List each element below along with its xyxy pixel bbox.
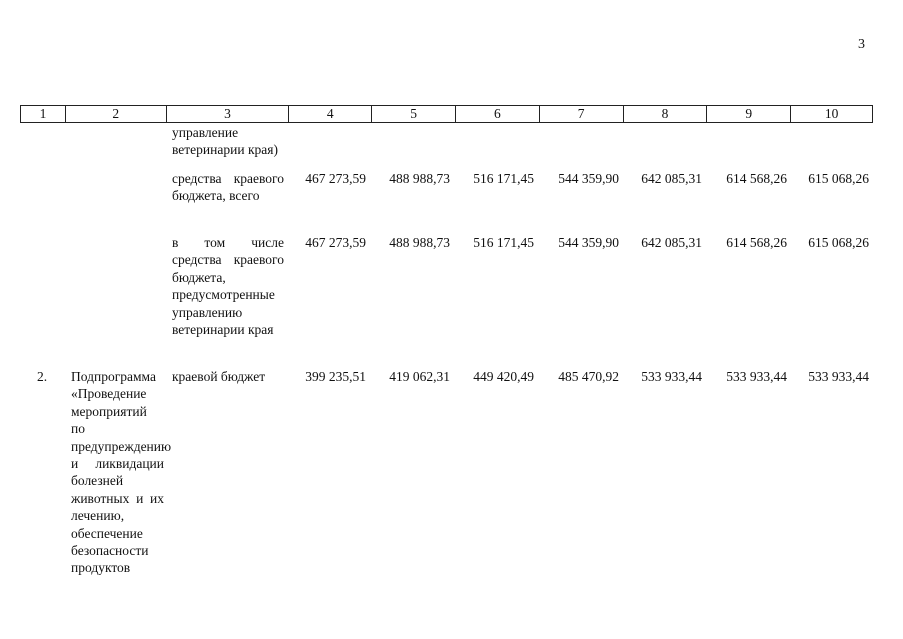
header-col-3: 3 <box>167 106 290 122</box>
row-1-col-7: 544 359,90 <box>558 171 619 186</box>
header-col-7: 7 <box>540 106 624 122</box>
row-3-name: Подпрограмма «Проведение мероприятий по предупреждению и ликвидации болезней животных и их лечению, обеспечение безопасности продуктов <box>71 369 172 576</box>
row-2-col-4: 467 273,59 <box>305 235 366 250</box>
row-3-col-9: 533 933,44 <box>726 369 787 384</box>
row-1-col-6: 516 171,45 <box>473 171 534 186</box>
row-1-col-4: 467 273,59 <box>305 171 366 186</box>
row-2-col-5: 488 988,73 <box>389 235 450 250</box>
row-1-col-9: 614 568,26 <box>726 171 787 186</box>
header-col-5: 5 <box>372 106 456 122</box>
row-1-source: средства краевого бюджета, всего <box>172 171 284 204</box>
row-3-col-5: 419 062,31 <box>389 369 450 384</box>
table-header-row <box>20 105 873 123</box>
row-3-number: 2. <box>37 369 48 384</box>
header-col-9: 9 <box>707 106 791 122</box>
page-number: 3 <box>858 37 865 52</box>
header-col-8: 8 <box>624 106 708 122</box>
row-3-col-7: 485 470,92 <box>558 369 619 384</box>
header-col-4: 4 <box>289 106 372 122</box>
row-2-col-10: 615 068,26 <box>808 235 869 250</box>
row-3-col-8: 533 933,44 <box>641 369 702 384</box>
row-1-col-10: 615 068,26 <box>808 171 869 186</box>
row-0-source: управление ветеринарии края) <box>172 125 278 158</box>
row-2-col-8: 642 085,31 <box>641 235 702 250</box>
row-3-col-10: 533 933,44 <box>808 369 869 384</box>
row-2-source: в том числе средства краевого бюджета, предусмотренные управлению ветеринарии края <box>172 235 284 338</box>
row-2-col-6: 516 171,45 <box>473 235 534 250</box>
row-2-col-7: 544 359,90 <box>558 235 619 250</box>
row-2-col-9: 614 568,26 <box>726 235 787 250</box>
row-3-source: краевой бюджет <box>172 369 266 384</box>
row-3-col-6: 449 420,49 <box>473 369 534 384</box>
header-col-2: 2 <box>66 106 167 122</box>
header-col-10: 10 <box>824 106 839 121</box>
header-col-6: 6 <box>456 106 540 122</box>
row-1-col-8: 642 085,31 <box>641 171 702 186</box>
header-col-1: 1 <box>21 106 66 122</box>
row-1-col-5: 488 988,73 <box>389 171 450 186</box>
row-3-col-4: 399 235,51 <box>305 369 366 384</box>
